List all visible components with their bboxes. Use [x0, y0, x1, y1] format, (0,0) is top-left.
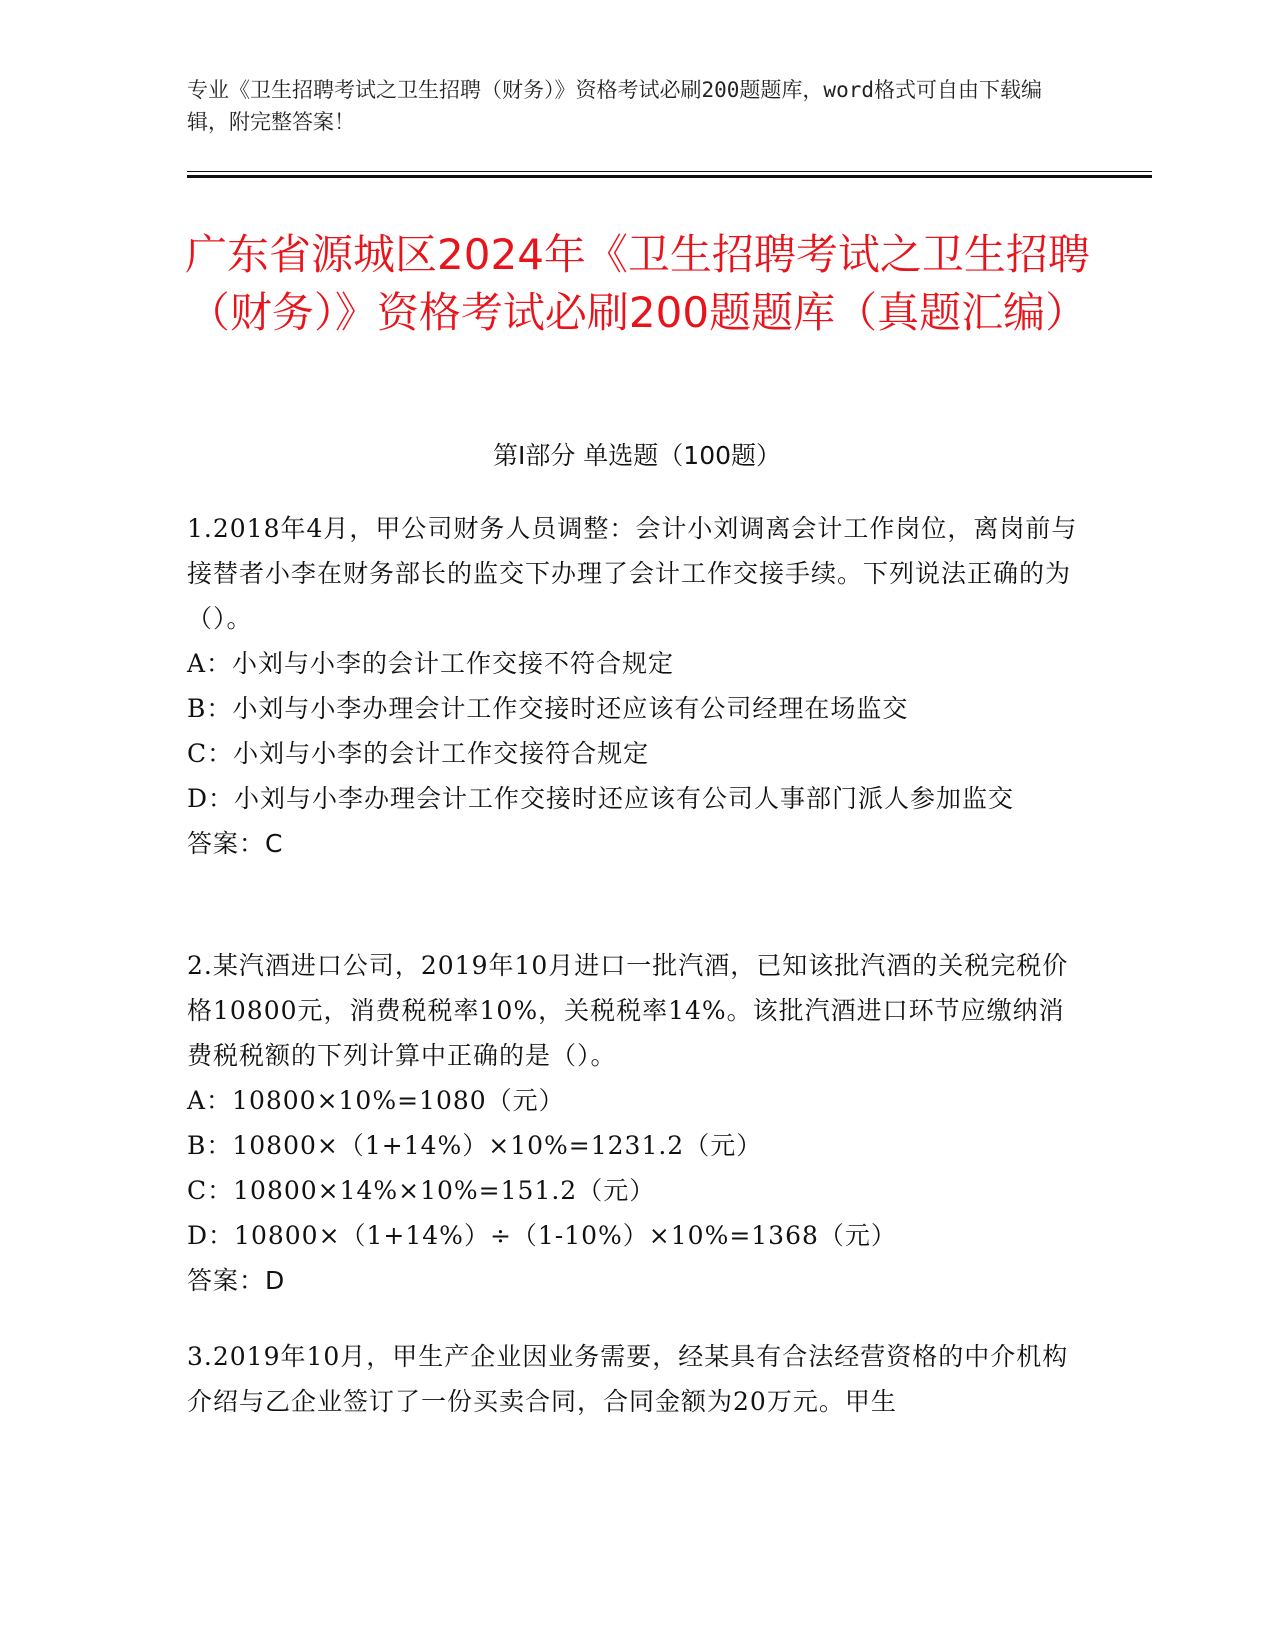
header-divider-thick — [187, 175, 1152, 178]
option-a: A：小刘与小李的会计工作交接不符合规定 — [187, 649, 675, 678]
question-stem: 2.某汽酒进口公司，2019年10月进口一批汽酒，已知该批汽酒的关税完税价格10800元，消费税税率10%，关税税率14%。该批汽酒进口环节应缴纳消费税税额的下列计算中正确的是（）。 — [187, 951, 1069, 1070]
option-a: A：10800×10%=1080（元） — [187, 1086, 565, 1115]
document-title: 广东省源城区2024年《卫生招聘考试之卫生招聘（财务）》资格考试必刷200题题库（真题汇编） — [185, 230, 1090, 337]
question-3 — [187, 1334, 1087, 1424]
answer-line: 答案：D — [187, 1266, 286, 1295]
question-1 — [187, 506, 1087, 866]
option-c: C：10800×14%×10%=151.2（元） — [187, 1176, 656, 1205]
question-stem: 1.2018年4月，甲公司财务人员调整：会计小刘调离会计工作岗位，离岗前与接替者小李在财务部长的监交下办理了会计工作交接手续。下列说法正确的为（）。 — [187, 514, 1078, 633]
option-d: D：小刘与小李办理会计工作交接时还应该有公司人事部门派人参加监交 — [187, 784, 1015, 813]
header-divider-thin — [187, 171, 1152, 172]
header-note: 专业《卫生招聘考试之卫生招聘（财务）》资格考试必刷200题题库，word格式可自由下载编辑，附完整答案！ — [187, 78, 1042, 134]
answer-line: 答案：C — [187, 829, 284, 858]
section-heading: 第Ⅰ部分 单选题（100题） — [492, 441, 782, 470]
option-c: C：小刘与小李的会计工作交接符合规定 — [187, 739, 650, 768]
option-b: B：10800×（1+14%）×10%=1231.2（元） — [187, 1131, 763, 1160]
option-b: B：小刘与小李办理会计工作交接时还应该有公司经理在场监交 — [187, 694, 909, 723]
question-stem: 3.2019年10月，甲生产企业因业务需要，经某具有合法经营资格的中介机构介绍与乙企业签订了一份买卖合同，合同金额为20万元。甲生 — [187, 1342, 1069, 1416]
option-d: D：10800×（1+14%）÷（1-10%）×10%=1368（元） — [187, 1221, 897, 1250]
question-2 — [187, 943, 1087, 1303]
